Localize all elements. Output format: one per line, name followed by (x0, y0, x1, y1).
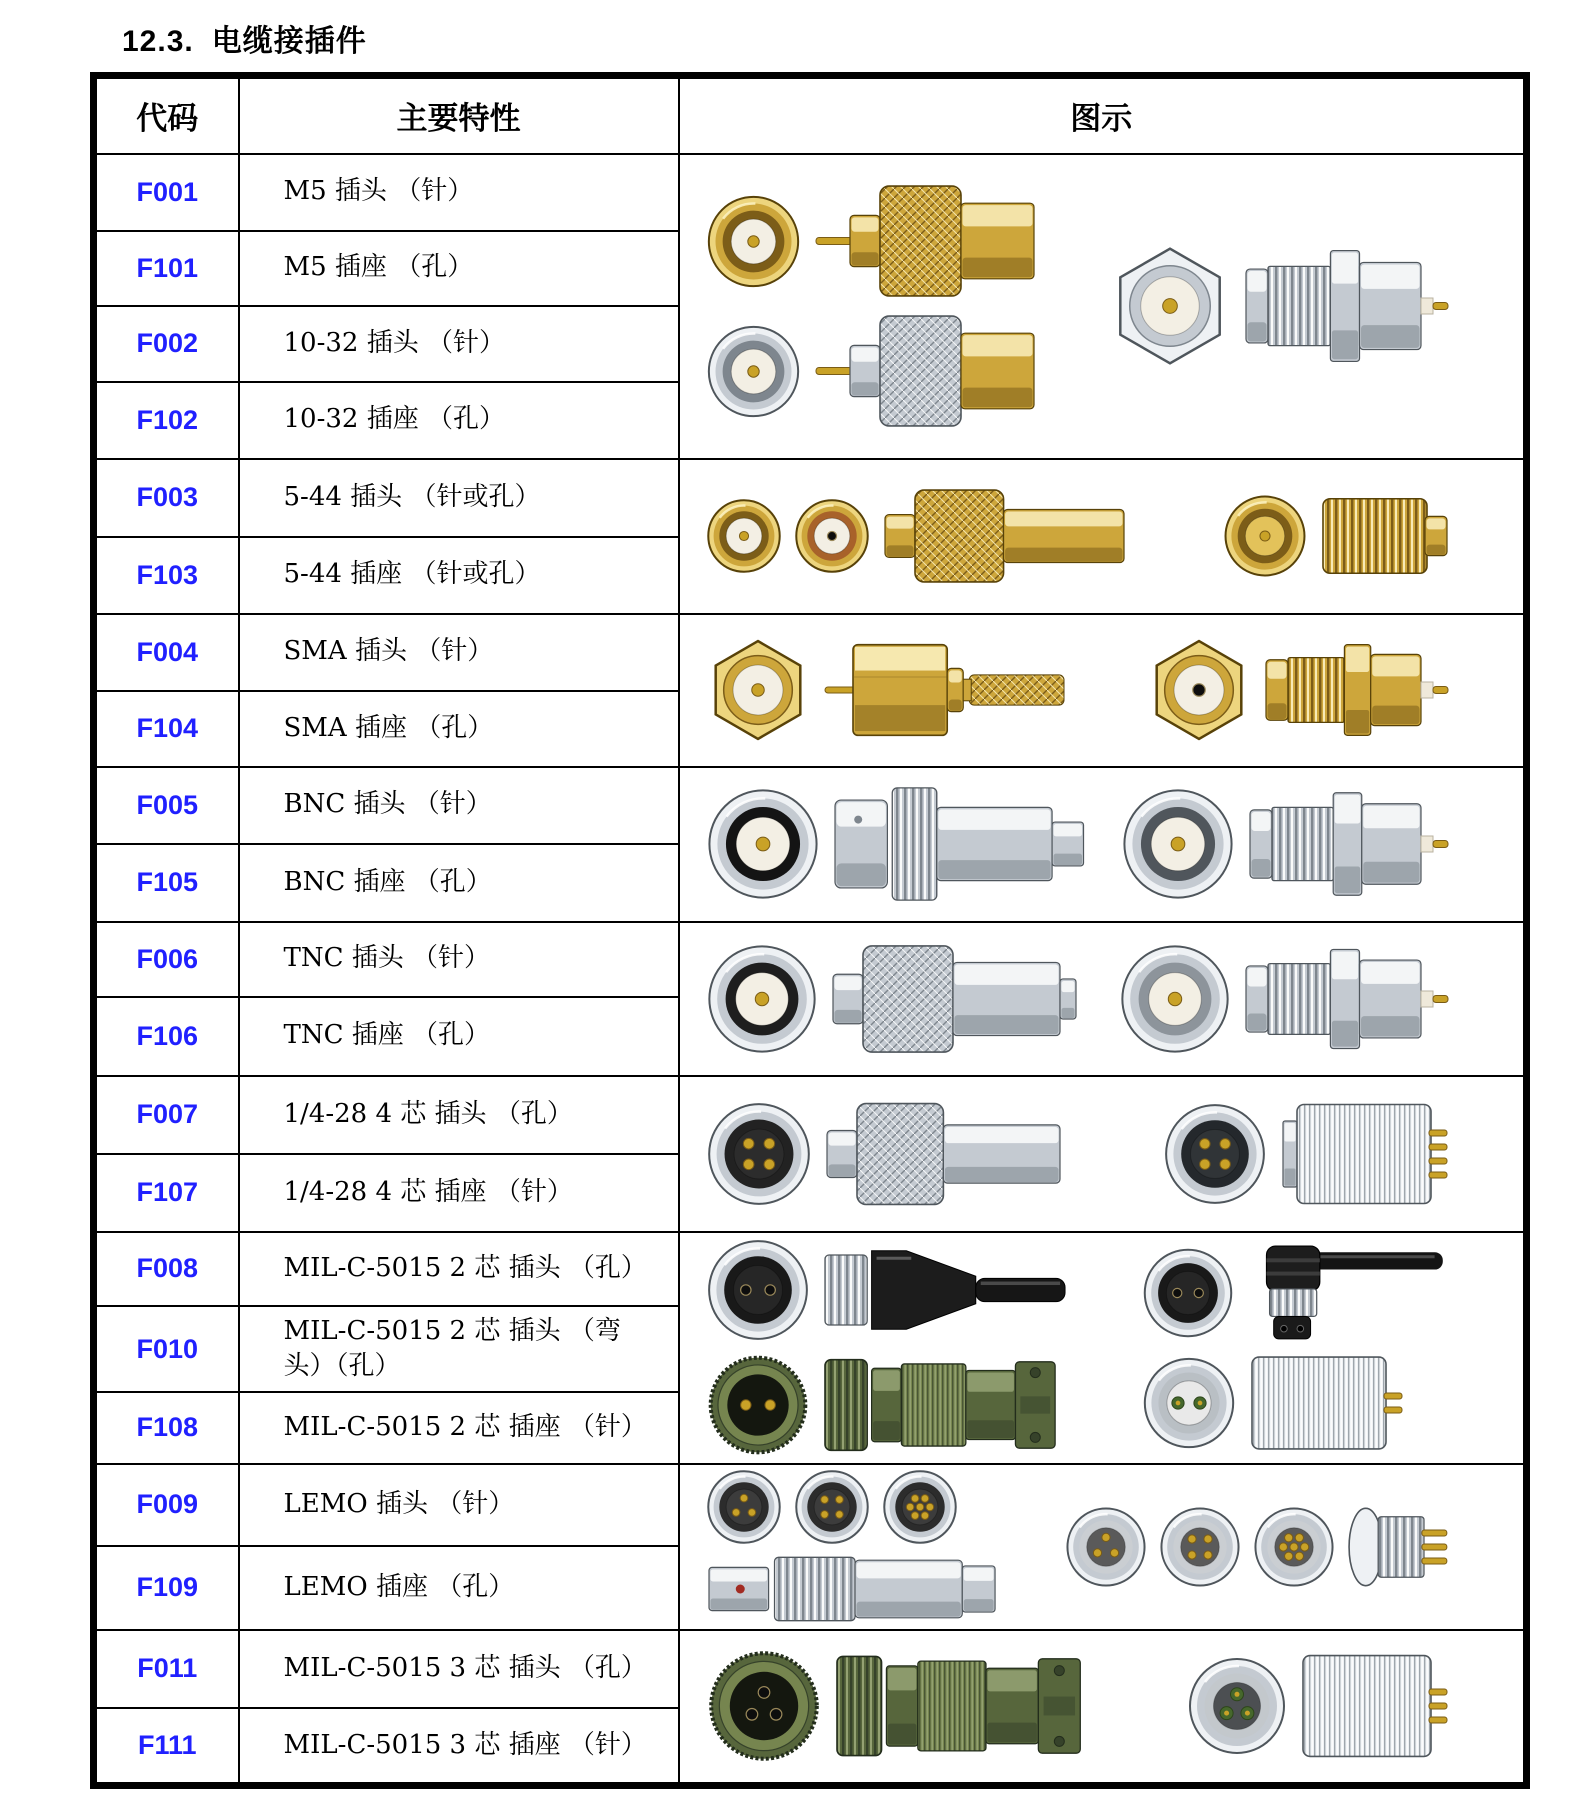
bnc-jack-face-illustration (1121, 787, 1235, 901)
connector-table-body (94, 154, 1527, 1786)
bnc-plug-illustration (832, 783, 1094, 905)
feature-cell-F007: 1/4-28 4 芯 插头 （孔） (239, 1076, 679, 1154)
code-cell-F001: F001 (94, 154, 239, 231)
table-row-F007 (94, 1076, 1527, 1154)
illustration-row (1142, 1352, 1451, 1454)
illustration-row (706, 1351, 1070, 1459)
code-cell-F101: F101 (94, 231, 239, 306)
code-cell-F103: F103 (94, 537, 239, 614)
image-wrap (680, 481, 1524, 591)
lemo-plug-face-4pin-illustration (794, 1469, 870, 1545)
table-row-F008 (94, 1232, 1527, 1307)
illustration-cluster-left (706, 180, 1038, 432)
mil2-cable-plug-illustration (822, 1237, 1070, 1343)
feature-cell-F105: BNC 插座 （孔） (239, 844, 679, 922)
10-32-plug-face-illustration (706, 324, 801, 419)
feature-cell-F008: MIL-C-5015 2 芯 插头 （孔） (239, 1232, 679, 1307)
illustration-row (1223, 487, 1451, 585)
lemo-jack-rear-illustration (1347, 1505, 1451, 1589)
tnc-jack-face-illustration (1119, 943, 1231, 1055)
illustration-cluster-left (706, 485, 1128, 587)
code-cell-F004: F004 (94, 614, 239, 691)
5-44-plug-face-rear-illustration (794, 498, 870, 574)
table-row-F004 (94, 614, 1527, 691)
mil3-plug-face-illustration (706, 1648, 822, 1764)
feature-cell-F101: M5 插座 （孔） (239, 231, 679, 306)
mil2-plug-face-illustration (706, 1238, 810, 1342)
feature-cell-F107: 1/4-28 4 芯 插座 （针） (239, 1154, 679, 1232)
table-row-F011 (94, 1630, 1527, 1708)
table-row-F005 (94, 767, 1527, 844)
illustration-cluster-right (1142, 1242, 1451, 1454)
m5-jack-face-illustration (1109, 245, 1231, 367)
code-cell-F102: F102 (94, 382, 239, 459)
lemo-jack-face-6pin-illustration (1253, 1506, 1335, 1588)
section-title (122, 16, 367, 60)
illustration-row (706, 783, 1094, 905)
table-row-F003 (94, 459, 1527, 537)
illustration-row (706, 1098, 1064, 1210)
m5-plug-illustration (813, 180, 1038, 302)
code-cell-F111: F111 (94, 1708, 239, 1786)
feature-cell-F109: LEMO 插座 （孔） (239, 1546, 679, 1630)
illustration-row (1187, 1650, 1451, 1762)
lemo-plug-face-6pin-illustration (882, 1469, 958, 1545)
illustration-cluster-right (1065, 1505, 1451, 1589)
quarter28-jack-illustration (1279, 1099, 1451, 1209)
code-cell-F008: F008 (94, 1232, 239, 1307)
image-cell-F004-group (679, 614, 1527, 767)
illustration-row (706, 1469, 1004, 1545)
mil3-jack-face-illustration (1187, 1656, 1287, 1756)
5-44-jack-illustration (1319, 487, 1451, 585)
illustration-row (706, 180, 1038, 302)
sma-plug-face-illustration (706, 638, 810, 742)
header-code: 代码 (94, 76, 239, 154)
sma-jack-illustration (1263, 636, 1451, 744)
tnc-jack-illustration (1243, 940, 1451, 1058)
bnc-plug-face-illustration (706, 787, 820, 901)
illustration-row (706, 485, 1128, 587)
section-number: 12.3. (122, 25, 194, 58)
image-wrap (680, 936, 1524, 1062)
feature-cell-F104: SMA 插座 （孔） (239, 691, 679, 767)
connector-table (90, 72, 1530, 1789)
sma-plug-illustration (822, 636, 1070, 744)
5-44-plug-face-front-illustration (706, 498, 782, 574)
illustration-row (706, 310, 1038, 432)
m5-jack-illustration (1243, 240, 1451, 372)
illustration-cluster-left (706, 783, 1094, 905)
code-cell-F006: F006 (94, 922, 239, 997)
feature-cell-F003: 5-44 插头 （针或孔） (239, 459, 679, 537)
illustration-row (706, 1553, 1004, 1625)
quarter28-jack-face-illustration (1163, 1102, 1267, 1206)
illustration-cluster-left (706, 940, 1080, 1058)
feature-cell-F103: 5-44 插座 （针或孔） (239, 537, 679, 614)
quarter28-plug-face-illustration (706, 1101, 812, 1207)
header-features: 主要特性 (239, 76, 679, 154)
image-cell-F008-group (679, 1232, 1527, 1464)
illustration-row (706, 940, 1080, 1058)
header-illustration: 图示 (679, 76, 1527, 154)
code-cell-F002: F002 (94, 306, 239, 382)
section-title-text: 电缆接插件 (211, 25, 367, 58)
illustration-row (706, 1647, 1096, 1765)
illustration-cluster-right (1187, 1650, 1451, 1762)
tnc-plug-face-illustration (706, 943, 818, 1055)
code-cell-F106: F106 (94, 997, 239, 1076)
feature-cell-F106: TNC 插座 （孔） (239, 997, 679, 1076)
feature-cell-F006: TNC 插头 （针） (239, 922, 679, 997)
illustration-cluster-left (706, 636, 1070, 744)
image-cell-F009-group (679, 1464, 1527, 1630)
lemo-plug-face-3pin-illustration (706, 1469, 782, 1545)
code-cell-F003: F003 (94, 459, 239, 537)
tnc-plug-illustration (830, 940, 1080, 1058)
illustration-row (706, 636, 1070, 744)
image-wrap (680, 1233, 1524, 1463)
code-cell-F005: F005 (94, 767, 239, 844)
bnc-jack-illustration (1247, 783, 1451, 905)
mil3-green-plug-illustration (834, 1647, 1096, 1765)
code-cell-F009: F009 (94, 1464, 239, 1546)
table-row-F001 (94, 154, 1527, 231)
illustration-cluster-left (706, 1098, 1064, 1210)
feature-cell-F001: M5 插头 （针） (239, 154, 679, 231)
illustration-cluster-right (1121, 783, 1451, 905)
illustration-cluster-left (706, 1469, 1004, 1625)
mil2-jack-illustration (1248, 1352, 1406, 1454)
illustration-row (1065, 1505, 1451, 1589)
mil2-angle-face-illustration (1142, 1247, 1234, 1339)
image-wrap (680, 1643, 1524, 1769)
feature-cell-F009: LEMO 插头 （针） (239, 1464, 679, 1546)
image-cell-F001-group (679, 154, 1527, 459)
image-cell-F003-group (679, 459, 1527, 614)
image-cell-F005-group (679, 767, 1527, 922)
code-cell-F007: F007 (94, 1076, 239, 1154)
mil2-jack-face-illustration (1142, 1356, 1236, 1450)
feature-cell-F111: MIL-C-5015 3 芯 插座 （针） (239, 1708, 679, 1786)
feature-cell-F102: 10-32 插座 （孔） (239, 382, 679, 459)
illustration-row (706, 1237, 1070, 1343)
header-row (94, 76, 1527, 154)
image-cell-F006-group (679, 922, 1527, 1076)
image-wrap (680, 632, 1524, 748)
illustration-row (1121, 783, 1451, 905)
image-wrap (680, 1465, 1524, 1629)
table-row-F009 (94, 1464, 1527, 1546)
code-cell-F011: F011 (94, 1630, 239, 1708)
feature-cell-F004: SMA 插头 （针） (239, 614, 679, 691)
code-cell-F109: F109 (94, 1546, 239, 1630)
code-cell-F107: F107 (94, 1154, 239, 1232)
sma-jack-face-illustration (1147, 638, 1251, 742)
5-44-plug-illustration (882, 485, 1128, 587)
code-cell-F105: F105 (94, 844, 239, 922)
image-wrap (680, 1094, 1524, 1214)
lemo-plug-body-illustration (706, 1553, 1004, 1625)
illustration-cluster-left (706, 1647, 1096, 1765)
mil3-jack-illustration (1299, 1650, 1451, 1762)
image-cell-F011-group (679, 1630, 1527, 1786)
m5-plug-face-illustration (706, 194, 801, 289)
illustration-cluster-right (1119, 940, 1451, 1058)
illustration-cluster-right (1109, 240, 1451, 372)
image-wrap (680, 779, 1524, 909)
lemo-jack-face-4pin-illustration (1159, 1506, 1241, 1588)
feature-cell-F011: MIL-C-5015 3 芯 插头 （孔） (239, 1630, 679, 1708)
illustration-cluster-right (1163, 1099, 1451, 1209)
quarter28-plug-illustration (824, 1098, 1064, 1210)
illustration-row (1163, 1099, 1451, 1209)
code-cell-F010: F010 (94, 1306, 239, 1392)
illustration-row (1119, 940, 1451, 1058)
image-cell-F007-group (679, 1076, 1527, 1232)
feature-cell-F010: MIL-C-5015 2 芯 插头 （弯 头）（孔） (239, 1306, 679, 1392)
code-cell-F108: F108 (94, 1392, 239, 1464)
illustration-row (1147, 636, 1451, 744)
table-row-F006 (94, 922, 1527, 997)
illustration-row (1109, 240, 1451, 372)
illustration-cluster-right (1223, 487, 1451, 585)
illustration-cluster-right (1147, 636, 1451, 744)
image-wrap (680, 176, 1524, 436)
feature-cell-F002: 10-32 插头 （针） (239, 306, 679, 382)
5-44-jack-face-illustration (1223, 494, 1307, 578)
mil2-angle-plug-illustration (1246, 1242, 1451, 1344)
lemo-jack-face-3pin-illustration (1065, 1506, 1147, 1588)
illustration-cluster-left (706, 1237, 1070, 1459)
code-cell-F104: F104 (94, 691, 239, 767)
illustration-row (1142, 1242, 1451, 1344)
feature-cell-F005: BNC 插头 （针） (239, 767, 679, 844)
feature-cell-F108: MIL-C-5015 2 芯 插座 （针） (239, 1392, 679, 1464)
mil2-green-plug-illustration (822, 1351, 1070, 1459)
10-32-plug-illustration (813, 310, 1038, 432)
mil2-green-plug-face-illustration (706, 1353, 810, 1457)
